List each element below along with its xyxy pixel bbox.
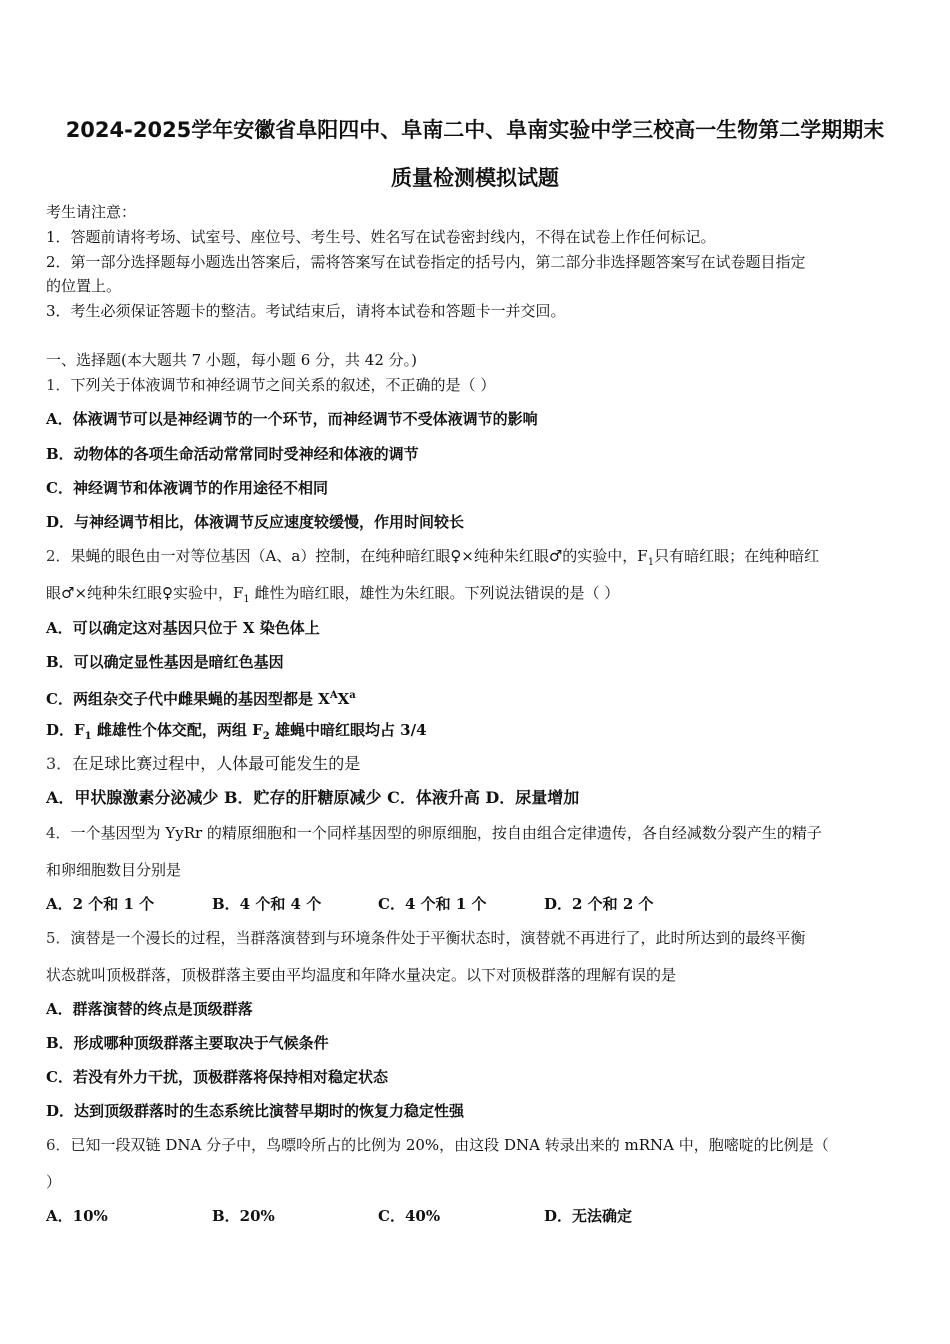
q2-option-c-sup2: a bbox=[349, 690, 356, 701]
q4-options bbox=[46, 894, 654, 914]
notice-heading: 考生请注意： bbox=[46, 203, 137, 221]
q2-option-d-b: 雌雄性个体交配，两组 F bbox=[91, 721, 263, 739]
q2-option-d-c: 雄蝇中暗红眼均占 3/4 bbox=[269, 721, 427, 739]
q5-option-a: A．群落演替的终点是顶级群落 bbox=[46, 1000, 253, 1018]
q6-text-1: 已知一段双链 DNA 分子中，鸟嘌呤所占的比例为 20%，由这段 DNA 转录出来的 mRNA 中，胞嘧啶的比例是（ bbox=[70, 1136, 829, 1154]
q5-stem-line2: 状态就叫顶极群落，顶极群落主要由平均温度和年降水量决定。以下对顶极群落的理解有误的是 bbox=[46, 966, 677, 984]
q4-option-c: C．4 个和 1 个 bbox=[378, 895, 487, 913]
q6-options bbox=[46, 1206, 632, 1226]
q2-stem-line1 bbox=[46, 546, 819, 573]
q6-number: 6． bbox=[46, 1136, 71, 1154]
q5-number: 5． bbox=[46, 929, 71, 947]
q4-stem-line1 bbox=[46, 823, 822, 843]
q4-text-1: 一个基因型为 YyRr 的精原细胞和一个同样基因型的卵原细胞，按自由组合定律遗传，各自经减数分裂产生的精子 bbox=[70, 824, 822, 842]
q2-number: 2． bbox=[46, 547, 71, 565]
q2-stem-line2 bbox=[46, 583, 619, 610]
page-title-line1: 2024-2025学年安徽省阜阳四中、阜南二中、阜南实验中学三校高一生物第二学期期末 bbox=[65, 118, 885, 142]
q2-sub-1: 1 bbox=[647, 557, 655, 568]
page-title-line2: 质量检测模拟试题 bbox=[391, 166, 559, 190]
q3-stem bbox=[46, 754, 360, 774]
q6-option-c: C．40% bbox=[378, 1207, 441, 1225]
q2-option-d-sub1: 1 bbox=[84, 731, 92, 742]
q2-option-c-text: C．两组杂交子代中雌果蝇的基因型都是 X bbox=[46, 690, 330, 708]
q1-number: 1． bbox=[46, 376, 71, 394]
q5-text-1: 演替是一个漫长的过程，当群落演替到与环境条件处于平衡状态时，演替就不再进行了，此时所达到的最终平衡 bbox=[70, 929, 806, 947]
notice-item-2-cont: 的位置上。 bbox=[46, 277, 122, 295]
q6-option-d: D．无法确定 bbox=[544, 1207, 633, 1225]
q2-sub-2: 1 bbox=[243, 594, 250, 605]
q6-option-b: B．20% bbox=[212, 1207, 275, 1225]
q4-number: 4． bbox=[46, 824, 71, 842]
q1-option-a: A．体液调节可以是神经调节的一个环节，而神经调节不受体液调节的影响 bbox=[46, 410, 538, 428]
q2-option-d-sub2: 2 bbox=[262, 731, 270, 742]
q5-option-d: D．达到顶级群落时的生态系统比演替早期时的恢复力稳定性强 bbox=[46, 1102, 465, 1120]
q2-option-d bbox=[46, 720, 427, 747]
q2-option-c-x: X bbox=[337, 690, 350, 708]
notice-item-2: 2．第一部分选择题每小题选出答案后，需将答案写在试卷指定的括号内，第二部分非选择题答案写在试卷题目指定 bbox=[46, 253, 806, 271]
q3-text: 在足球比赛过程中，人体最可能发生的是 bbox=[72, 754, 361, 773]
q5-option-b: B．形成哪种顶级群落主要取决于气候条件 bbox=[46, 1034, 329, 1052]
q2-text-1b: 只有暗红眼；在纯种暗红 bbox=[654, 547, 820, 565]
q2-option-d-a: D．F bbox=[46, 721, 85, 739]
q1-text: 下列关于体液调节和神经调节之间关系的叙述，不正确的是（ ） bbox=[70, 376, 496, 394]
q4-stem-line2: 和卵细胞数目分别是 bbox=[46, 861, 182, 879]
q1-option-c: C．神经调节和体液调节的作用途径不相同 bbox=[46, 479, 328, 497]
q3-number: 3． bbox=[46, 754, 73, 773]
q2-text-2a: 眼♂×纯种朱红眼♀实验中，F bbox=[46, 584, 244, 602]
q3-options: A．甲状腺激素分泌减少 B．贮存的肝糖原减少 C．体液升高 D．尿量增加 bbox=[46, 788, 580, 807]
q2-option-a: A．可以确定这对基因只位于 X 染色体上 bbox=[46, 619, 320, 637]
q4-option-b: B．4 个和 4 个 bbox=[212, 895, 322, 913]
q2-text-2b: 雌性为暗红眼，雄性为朱红眼。下列说法错误的是（ ） bbox=[249, 584, 620, 602]
q6-stem-line1 bbox=[46, 1135, 829, 1155]
q4-option-d: D．2 个和 2 个 bbox=[544, 895, 654, 913]
q5-stem-line1 bbox=[46, 928, 806, 948]
q2-text-1a: 果蝇的眼色由一对等位基因（A、a）控制，在纯种暗红眼♀×纯种朱红眼♂的实验中，F bbox=[70, 547, 648, 565]
section-heading: 一、选择题(本大题共 7 小题，每小题 6 分，共 42 分。) bbox=[46, 351, 417, 369]
notice-item-3: 3．考生必须保证答题卡的整洁。考试结束后，请将本试卷和答题卡一并交回。 bbox=[46, 302, 566, 320]
q1-option-d: D．与神经调节相比，体液调节反应速度较缓慢，作用时间较长 bbox=[46, 513, 465, 531]
q2-option-c-sup1: A bbox=[329, 690, 338, 701]
q6-stem-line2: ） bbox=[46, 1173, 62, 1191]
q1-option-b: B．动物体的各项生命活动常常同时受神经和体液的调节 bbox=[46, 445, 419, 463]
q5-option-c: C．若没有外力干扰，顶极群落将保持相对稳定状态 bbox=[46, 1068, 388, 1086]
q2-option-b: B．可以确定显性基因是暗红色基因 bbox=[46, 653, 284, 671]
q2-option-c bbox=[46, 686, 356, 709]
q6-option-a: A．10% bbox=[46, 1207, 108, 1225]
q4-option-a: A．2 个和 1 个 bbox=[46, 895, 155, 913]
q1-stem bbox=[46, 375, 495, 395]
notice-item-1: 1．答题前请将考场、试室号、座位号、考生号、姓名写在试卷密封线内，不得在试卷上作任何标记。 bbox=[46, 228, 716, 246]
